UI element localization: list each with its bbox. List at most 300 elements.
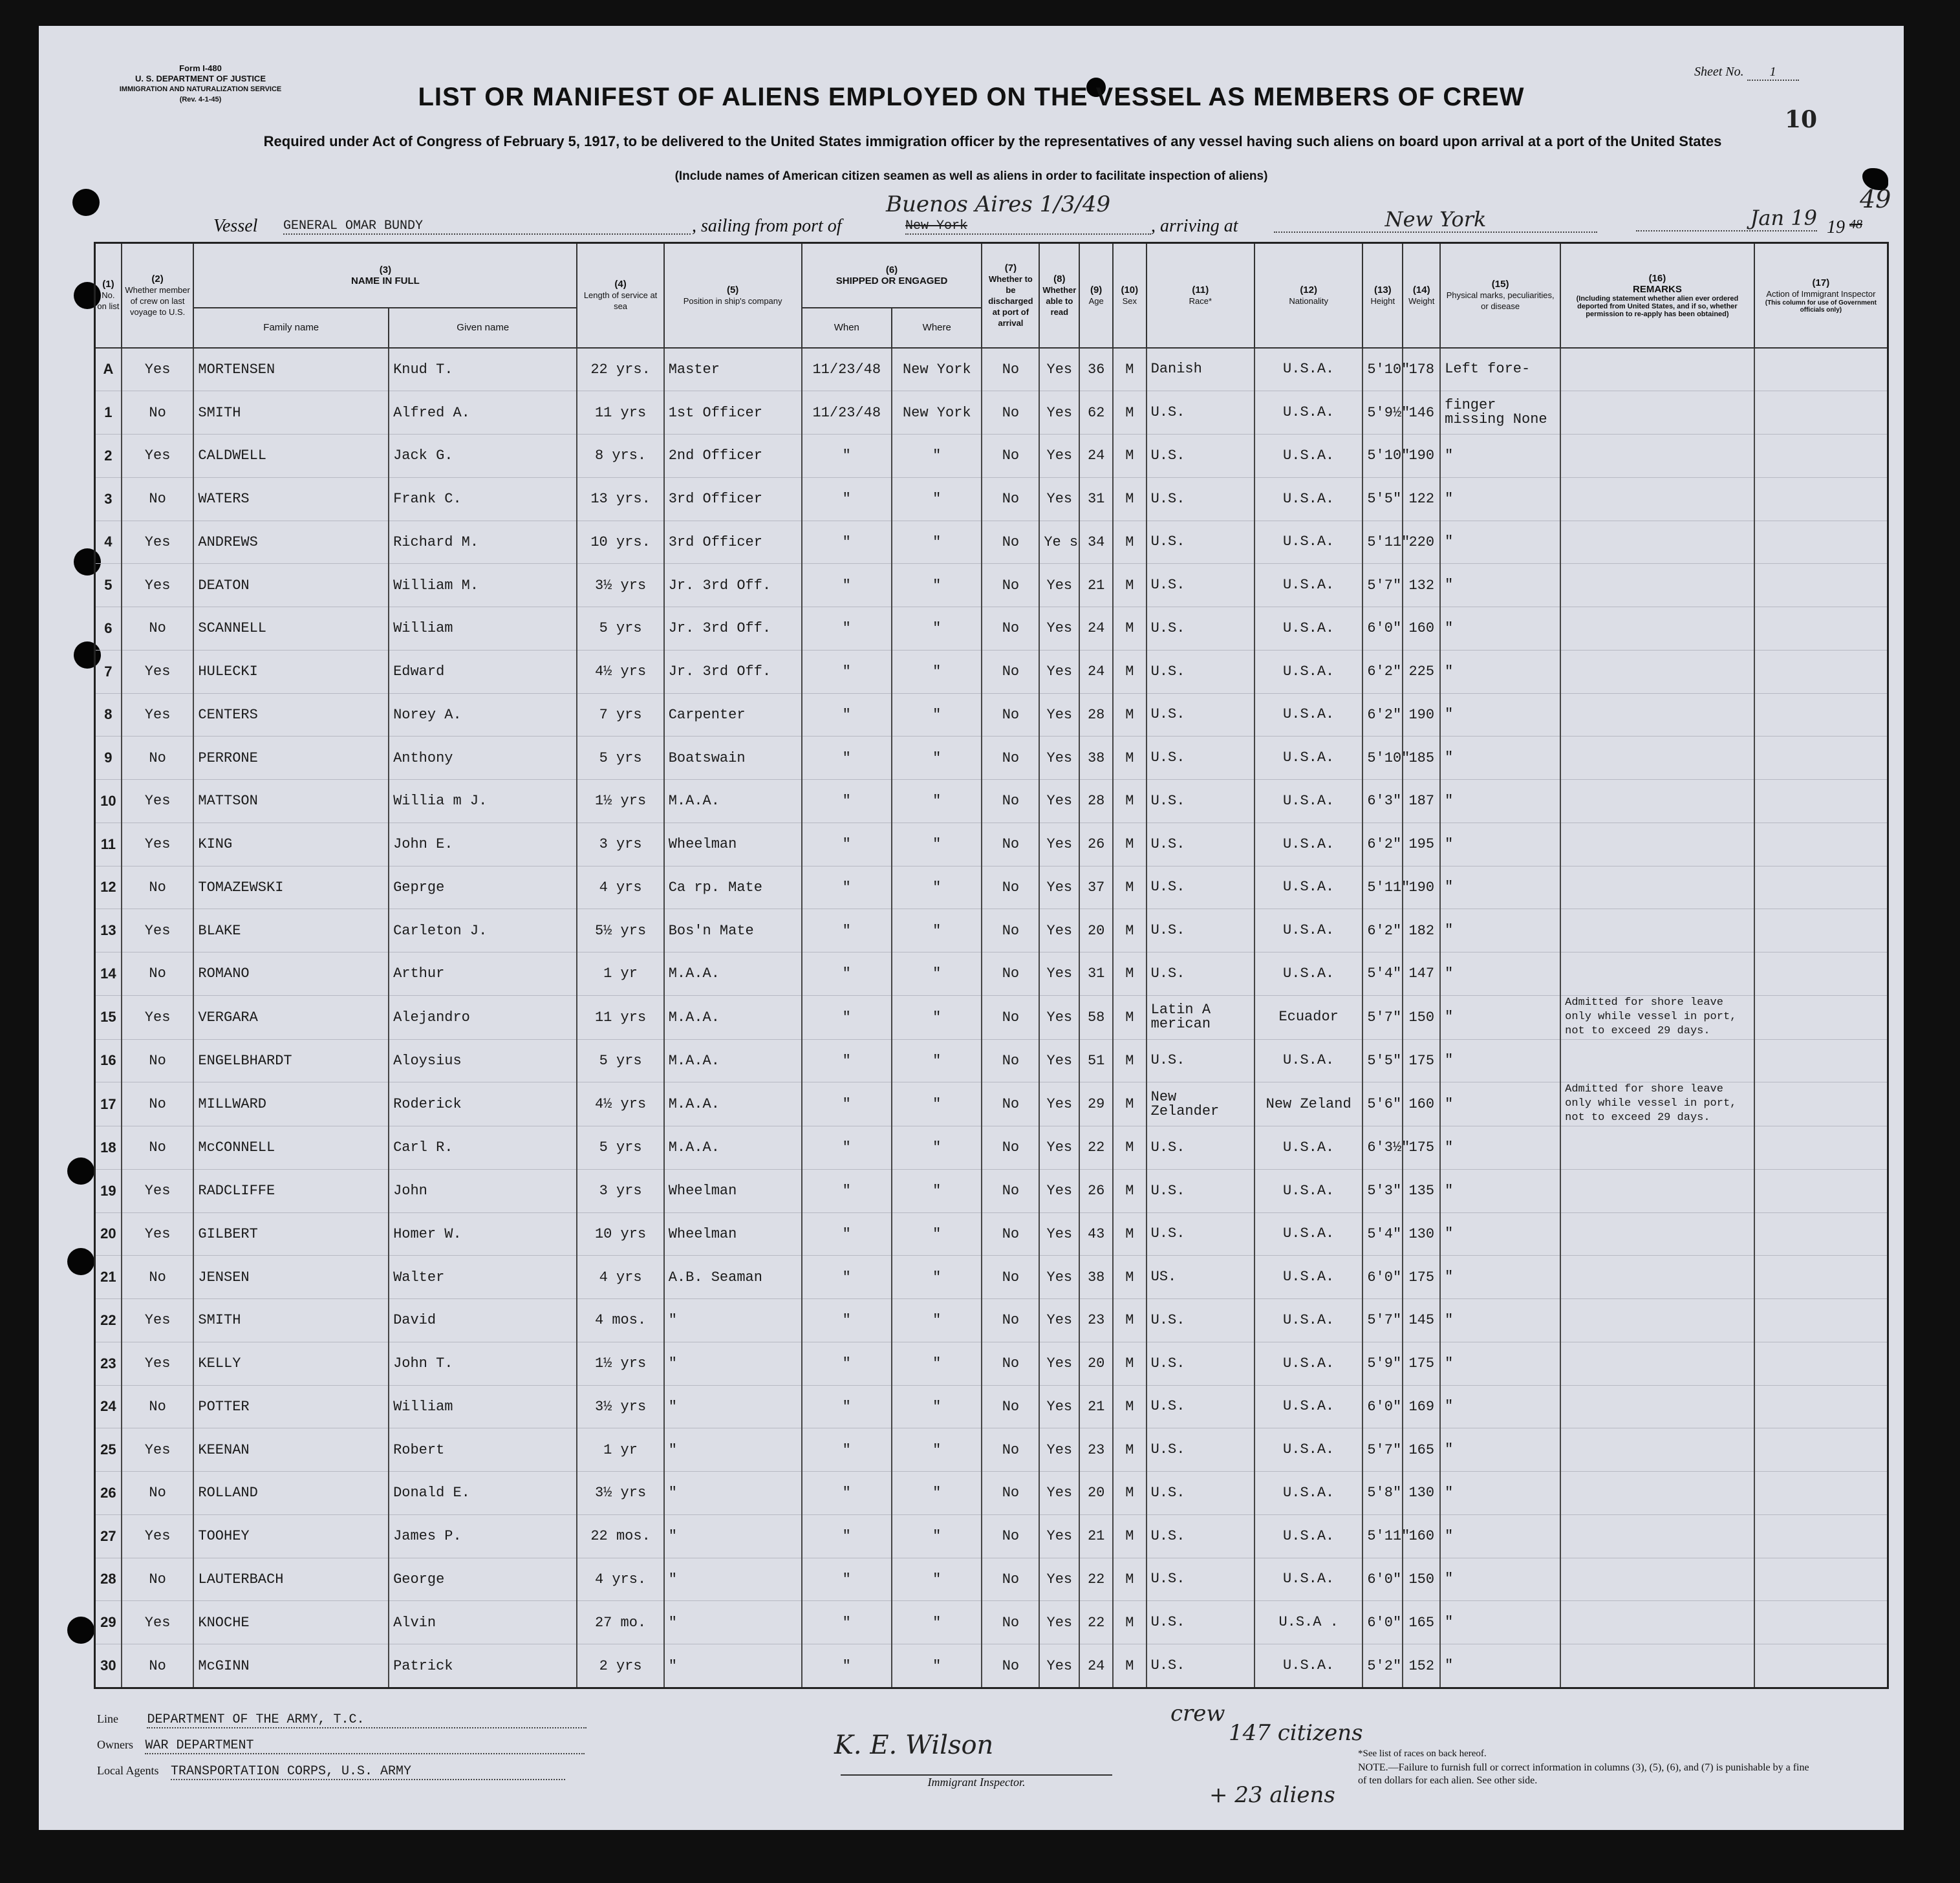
remarks-cell (1560, 1212, 1754, 1256)
where-cell: " (892, 995, 982, 1039)
prev-voyage-cell: Yes (122, 1342, 194, 1385)
marks-cell: " (1440, 1082, 1560, 1126)
family-name-cell: RADCLIFFE (193, 1169, 389, 1212)
weight-cell: 160 (1403, 607, 1440, 651)
row-number: 3 (95, 477, 122, 521)
race-cell: U.S. (1147, 391, 1255, 435)
action-cell (1754, 737, 1888, 780)
discharged-cell: No (982, 737, 1039, 780)
service-cell: 3½ yrs (577, 1472, 663, 1515)
position-cell: M.A.A. (664, 1082, 802, 1126)
given-name-cell: Arthur (389, 952, 577, 996)
prev-voyage-cell: Yes (122, 521, 194, 564)
marks-cell: " (1440, 564, 1560, 607)
prev-voyage-cell: Yes (122, 995, 194, 1039)
col-race: (11) Race* (1147, 243, 1255, 348)
sex-cell: M (1113, 1342, 1147, 1385)
family-name-cell: POTTER (193, 1385, 389, 1428)
race-cell: U.S. (1147, 1169, 1255, 1212)
when-cell: " (802, 477, 892, 521)
where-cell: " (892, 1126, 982, 1170)
nationality-cell: U.S.A . (1255, 1601, 1362, 1644)
action-cell (1754, 866, 1888, 909)
nationality-cell: U.S.A. (1255, 348, 1362, 391)
remarks-cell (1560, 866, 1754, 909)
read-cell: Yes (1039, 477, 1079, 521)
nationality-cell: U.S.A. (1255, 521, 1362, 564)
family-name-cell: PERRONE (193, 737, 389, 780)
age-cell: 26 (1079, 823, 1113, 866)
marks-cell: " (1440, 780, 1560, 823)
height-cell: 5'10" (1362, 737, 1403, 780)
table-row (95, 650, 1888, 693)
action-cell (1754, 477, 1888, 521)
given-name-cell: Willia m J. (389, 780, 577, 823)
table-row (95, 435, 1888, 478)
read-cell: Yes (1039, 1601, 1079, 1644)
age-cell: 51 (1079, 1039, 1113, 1082)
action-cell (1754, 1126, 1888, 1170)
given-name-cell: Jack G. (389, 435, 577, 478)
position-cell: Wheelman (664, 823, 802, 866)
marks-cell: " (1440, 435, 1560, 478)
family-name-cell: CENTERS (193, 693, 389, 737)
read-cell: Yes (1039, 1169, 1079, 1212)
marks-cell: finger missing None (1440, 391, 1560, 435)
position-cell: 3rd Officer (664, 477, 802, 521)
nationality-cell: U.S.A. (1255, 477, 1362, 521)
prev-voyage-cell: Yes (122, 564, 194, 607)
when-cell: " (802, 650, 892, 693)
family-name-cell: GILBERT (193, 1212, 389, 1256)
read-cell: Yes (1039, 780, 1079, 823)
table-row (95, 607, 1888, 651)
age-cell: 36 (1079, 348, 1113, 391)
discharged-cell: No (982, 1126, 1039, 1170)
when-cell: " (802, 737, 892, 780)
col-family-name: Family name (193, 308, 389, 348)
remarks-cell (1560, 737, 1754, 780)
col-action: (17) Action of Immigrant Inspector (This column for use of Government officials only) (1754, 243, 1888, 348)
prev-voyage-cell: Yes (122, 1212, 194, 1256)
race-cell: U.S. (1147, 1601, 1255, 1644)
age-cell: 24 (1079, 607, 1113, 651)
height-cell: 6'2" (1362, 650, 1403, 693)
prev-voyage-cell: Yes (122, 780, 194, 823)
action-cell (1754, 1428, 1888, 1472)
row-number: 14 (95, 952, 122, 996)
marks-cell: " (1440, 1299, 1560, 1342)
read-cell: Yes (1039, 1299, 1079, 1342)
when-cell: " (802, 521, 892, 564)
col-read: (8) Whether able to read (1039, 243, 1079, 348)
sex-cell: M (1113, 1644, 1147, 1688)
where-cell: " (892, 521, 982, 564)
read-cell: Yes (1039, 1039, 1079, 1082)
when-cell: " (802, 1644, 892, 1688)
height-cell: 6'0" (1362, 1558, 1403, 1601)
given-name-cell: Anthony (389, 737, 577, 780)
action-cell (1754, 1082, 1888, 1126)
discharged-cell: No (982, 952, 1039, 996)
position-cell: Master (664, 348, 802, 391)
given-name-cell: George (389, 1558, 577, 1601)
prev-voyage-cell: No (122, 607, 194, 651)
marks-cell: " (1440, 866, 1560, 909)
table-row (95, 1514, 1888, 1558)
when-cell: " (802, 435, 892, 478)
race-cell: U.S. (1147, 1514, 1255, 1558)
height-cell: 5'6" (1362, 1082, 1403, 1126)
height-cell: 5'5" (1362, 477, 1403, 521)
where-cell: " (892, 693, 982, 737)
when-cell: " (802, 1472, 892, 1515)
race-cell: U.S. (1147, 693, 1255, 737)
read-cell: Yes (1039, 952, 1079, 996)
read-cell: Yes (1039, 823, 1079, 866)
nationality-cell: U.S.A. (1255, 909, 1362, 952)
prev-voyage-cell: No (122, 866, 194, 909)
discharged-cell: No (982, 521, 1039, 564)
action-cell (1754, 1385, 1888, 1428)
nationality-cell: Ecuador (1255, 995, 1362, 1039)
note-text: —Failure to furnish full or correct information in columns (3), (5), (6), and (7) is punishable by a fine of ten dollars for each alien. See other side. (1358, 1762, 1809, 1786)
race-cell: U.S. (1147, 1299, 1255, 1342)
read-cell: Yes (1039, 1342, 1079, 1385)
col-discharged: (7) Whether to be discharged at port of arrival (982, 243, 1039, 348)
remarks-cell (1560, 348, 1754, 391)
read-cell: Yes (1039, 1558, 1079, 1601)
owners-label: Owners (97, 1738, 133, 1751)
when-cell: " (802, 693, 892, 737)
col-sex: (10) Sex (1113, 243, 1147, 348)
row-number: 18 (95, 1126, 122, 1170)
service-cell: 3 yrs (577, 823, 663, 866)
prev-voyage-cell: Yes (122, 348, 194, 391)
position-cell: " (664, 1514, 802, 1558)
remarks-cell (1560, 1342, 1754, 1385)
prev-voyage-cell: Yes (122, 435, 194, 478)
row-number: 21 (95, 1256, 122, 1299)
discharged-cell: No (982, 1385, 1039, 1428)
manifest-body (95, 348, 1888, 1688)
remarks-cell (1560, 435, 1754, 478)
race-cell: U.S. (1147, 607, 1255, 651)
sailing-port-typed: New York (905, 219, 1151, 235)
position-cell: Jr. 3rd Off. (664, 650, 802, 693)
given-name-cell: William (389, 1385, 577, 1428)
position-cell: " (664, 1299, 802, 1342)
service: IMMIGRATION AND NATURALIZATION SERVICE (119, 85, 282, 93)
remarks-cell (1560, 477, 1754, 521)
where-cell: " (892, 1514, 982, 1558)
service-cell: 13 yrs. (577, 477, 663, 521)
row-number: 10 (95, 780, 122, 823)
where-cell: New York (892, 348, 982, 391)
table-row (95, 1385, 1888, 1428)
marks-cell: " (1440, 1472, 1560, 1515)
weight-cell: 146 (1403, 391, 1440, 435)
table-row (95, 1644, 1888, 1688)
age-cell: 43 (1079, 1212, 1113, 1256)
read-cell: Yes (1039, 1428, 1079, 1472)
race-cell: U.S. (1147, 1428, 1255, 1472)
table-row (95, 693, 1888, 737)
family-name-cell: HULECKI (193, 650, 389, 693)
where-cell: " (892, 1472, 982, 1515)
sex-cell: M (1113, 1428, 1147, 1472)
prev-voyage-cell: Yes (122, 1169, 194, 1212)
vessel-name: GENERAL OMAR BUNDY (283, 219, 691, 235)
height-cell: 6'0" (1362, 607, 1403, 651)
line-value: DEPARTMENT OF THE ARMY, T.C. (147, 1712, 587, 1728)
nationality-cell: U.S.A. (1255, 607, 1362, 651)
marks-cell: " (1440, 952, 1560, 996)
service-cell: 8 yrs. (577, 435, 663, 478)
read-cell: Yes (1039, 650, 1079, 693)
given-name-cell: David (389, 1299, 577, 1342)
race-cell: U.S. (1147, 1385, 1255, 1428)
service-cell: 5½ yrs (577, 909, 663, 952)
weight-cell: 130 (1403, 1472, 1440, 1515)
when-cell: " (802, 1126, 892, 1170)
remarks-cell: Admitted for shore leave only while vessel in port, not to exceed 29 days. (1560, 1082, 1754, 1126)
race-cell: U.S. (1147, 1558, 1255, 1601)
where-cell: " (892, 909, 982, 952)
action-cell (1754, 1256, 1888, 1299)
table-row (95, 348, 1888, 391)
where-cell: " (892, 564, 982, 607)
punch-hole (67, 1248, 94, 1275)
where-cell: " (892, 1644, 982, 1688)
family-name-cell: MATTSON (193, 780, 389, 823)
where-cell: " (892, 1342, 982, 1385)
weight-cell: 187 (1403, 780, 1440, 823)
marks-cell: " (1440, 1644, 1560, 1688)
family-name-cell: McCONNELL (193, 1126, 389, 1170)
row-number: A (95, 348, 122, 391)
marks-cell: " (1440, 737, 1560, 780)
when-cell: " (802, 1256, 892, 1299)
read-cell: Yes (1039, 1644, 1079, 1688)
action-cell (1754, 521, 1888, 564)
family-name-cell: JENSEN (193, 1256, 389, 1299)
row-number: 26 (95, 1472, 122, 1515)
remarks-cell (1560, 1299, 1754, 1342)
height-cell: 5'7" (1362, 564, 1403, 607)
table-row (95, 1212, 1888, 1256)
family-name-cell: VERGARA (193, 995, 389, 1039)
sheet-value: 1 (1747, 65, 1799, 81)
family-name-cell: TOMAZEWSKI (193, 866, 389, 909)
given-name-cell: Knud T. (389, 348, 577, 391)
service-cell: 4 yrs. (577, 1558, 663, 1601)
col-marks: (15) Physical marks, peculiarities, or disease (1440, 243, 1560, 348)
where-cell: New York (892, 391, 982, 435)
weight-cell: 165 (1403, 1601, 1440, 1644)
age-cell: 21 (1079, 564, 1113, 607)
row-number: 4 (95, 521, 122, 564)
marks-cell: " (1440, 1601, 1560, 1644)
marks-cell: " (1440, 995, 1560, 1039)
marks-cell: " (1440, 909, 1560, 952)
height-cell: 5'7" (1362, 1299, 1403, 1342)
race-cell: Latin A merican (1147, 995, 1255, 1039)
weight-cell: 190 (1403, 866, 1440, 909)
sex-cell: M (1113, 1039, 1147, 1082)
position-cell: 2nd Officer (664, 435, 802, 478)
age-cell: 28 (1079, 780, 1113, 823)
sex-cell: M (1113, 737, 1147, 780)
where-cell: " (892, 607, 982, 651)
row-number: 16 (95, 1039, 122, 1082)
given-name-cell: Homer W. (389, 1212, 577, 1256)
weight-cell: 132 (1403, 564, 1440, 607)
read-cell: Yes (1039, 1082, 1079, 1126)
when-cell: " (802, 1169, 892, 1212)
discharged-cell: No (982, 1644, 1039, 1688)
table-row (95, 1428, 1888, 1472)
sex-cell: M (1113, 607, 1147, 651)
when-cell: " (802, 952, 892, 996)
prev-voyage-cell: Yes (122, 1299, 194, 1342)
sex-cell: M (1113, 1256, 1147, 1299)
when-cell: " (802, 1601, 892, 1644)
height-cell: 5'9½" (1362, 391, 1403, 435)
remarks-cell (1560, 1169, 1754, 1212)
discharged-cell: No (982, 866, 1039, 909)
family-name-cell: CALDWELL (193, 435, 389, 478)
row-number: 11 (95, 823, 122, 866)
sex-cell: M (1113, 866, 1147, 909)
weight-cell: 178 (1403, 348, 1440, 391)
when-cell: " (802, 866, 892, 909)
service-cell: 5 yrs (577, 737, 663, 780)
prev-voyage-cell: Yes (122, 1428, 194, 1472)
marks-cell: " (1440, 1039, 1560, 1082)
service-cell: 3½ yrs (577, 564, 663, 607)
height-cell: 5'5" (1362, 1039, 1403, 1082)
given-name-cell: Richard M. (389, 521, 577, 564)
prev-voyage-cell: No (122, 1558, 194, 1601)
age-cell: 37 (1079, 866, 1113, 909)
when-cell: " (802, 1558, 892, 1601)
race-cell: U.S. (1147, 564, 1255, 607)
where-cell: " (892, 1299, 982, 1342)
prev-voyage-cell: No (122, 1385, 194, 1428)
service-cell: 22 mos. (577, 1514, 663, 1558)
page-subtitle: Required under Act of Congress of February 5, 1917, to be delivered to the United States immigration officer by the representatives of any vessel having such aliens on board upon arrival at a port of the United States (263, 133, 1722, 149)
nationality-cell: U.S.A. (1255, 780, 1362, 823)
height-cell: 6'0" (1362, 1385, 1403, 1428)
remarks-cell (1560, 1428, 1754, 1472)
table-row (95, 1472, 1888, 1515)
marks-cell: " (1440, 1212, 1560, 1256)
given-name-cell: Alejandro (389, 995, 577, 1039)
marks-cell: " (1440, 1385, 1560, 1428)
nationality-cell: U.S.A. (1255, 823, 1362, 866)
age-cell: 38 (1079, 737, 1113, 780)
col-no: (1) No. on list (95, 243, 122, 348)
where-cell: " (892, 650, 982, 693)
row-number: 12 (95, 866, 122, 909)
position-cell: M.A.A. (664, 1039, 802, 1082)
age-cell: 38 (1079, 1256, 1113, 1299)
remarks-cell (1560, 521, 1754, 564)
page-number: 10 (1785, 106, 1818, 133)
given-name-cell: Roderick (389, 1082, 577, 1126)
table-row (95, 995, 1888, 1039)
given-name-cell: William (389, 607, 577, 651)
position-cell: M.A.A. (664, 995, 802, 1039)
punch-hole (72, 189, 100, 216)
given-name-cell: Walter (389, 1256, 577, 1299)
prev-voyage-cell: Yes (122, 693, 194, 737)
table-row (95, 477, 1888, 521)
remarks-cell (1560, 607, 1754, 651)
row-number: 29 (95, 1601, 122, 1644)
weight-cell: 175 (1403, 1126, 1440, 1170)
table-row (95, 1299, 1888, 1342)
action-cell (1754, 564, 1888, 607)
given-name-cell: Aloysius (389, 1039, 577, 1082)
age-cell: 21 (1079, 1514, 1113, 1558)
when-cell: " (802, 1514, 892, 1558)
service-cell: 11 yrs (577, 391, 663, 435)
marks-cell: " (1440, 1256, 1560, 1299)
age-cell: 20 (1079, 1342, 1113, 1385)
discharged-cell: No (982, 780, 1039, 823)
position-cell: Jr. 3rd Off. (664, 607, 802, 651)
height-cell: 5'9" (1362, 1342, 1403, 1385)
where-cell: " (892, 952, 982, 996)
service-cell: 22 yrs. (577, 348, 663, 391)
table-row (95, 1082, 1888, 1126)
height-cell: 6'2" (1362, 823, 1403, 866)
read-cell: Yes (1039, 1126, 1079, 1170)
remarks-cell (1560, 780, 1754, 823)
age-cell: 23 (1079, 1299, 1113, 1342)
nationality-cell: U.S.A. (1255, 1212, 1362, 1256)
prev-voyage-cell: Yes (122, 823, 194, 866)
marks-cell: " (1440, 477, 1560, 521)
table-row (95, 952, 1888, 996)
read-cell: Yes (1039, 866, 1079, 909)
given-name-cell: Robert (389, 1428, 577, 1472)
age-cell: 22 (1079, 1126, 1113, 1170)
weight-cell: 122 (1403, 477, 1440, 521)
prev-voyage-cell: No (122, 477, 194, 521)
row-number: 22 (95, 1299, 122, 1342)
given-name-cell: Edward (389, 650, 577, 693)
where-cell: " (892, 1428, 982, 1472)
table-row (95, 1126, 1888, 1170)
age-cell: 20 (1079, 909, 1113, 952)
sex-cell: M (1113, 1299, 1147, 1342)
where-cell: " (892, 1385, 982, 1428)
penalty-note (1358, 1761, 1817, 1787)
sex-cell: M (1113, 521, 1147, 564)
sex-cell: M (1113, 1082, 1147, 1126)
service-cell: 7 yrs (577, 693, 663, 737)
nationality-cell: U.S.A. (1255, 1644, 1362, 1688)
where-cell: " (892, 1082, 982, 1126)
where-cell: " (892, 780, 982, 823)
prev-voyage-cell: No (122, 391, 194, 435)
when-cell: " (802, 823, 892, 866)
age-cell: 58 (1079, 995, 1113, 1039)
table-row (95, 1342, 1888, 1385)
